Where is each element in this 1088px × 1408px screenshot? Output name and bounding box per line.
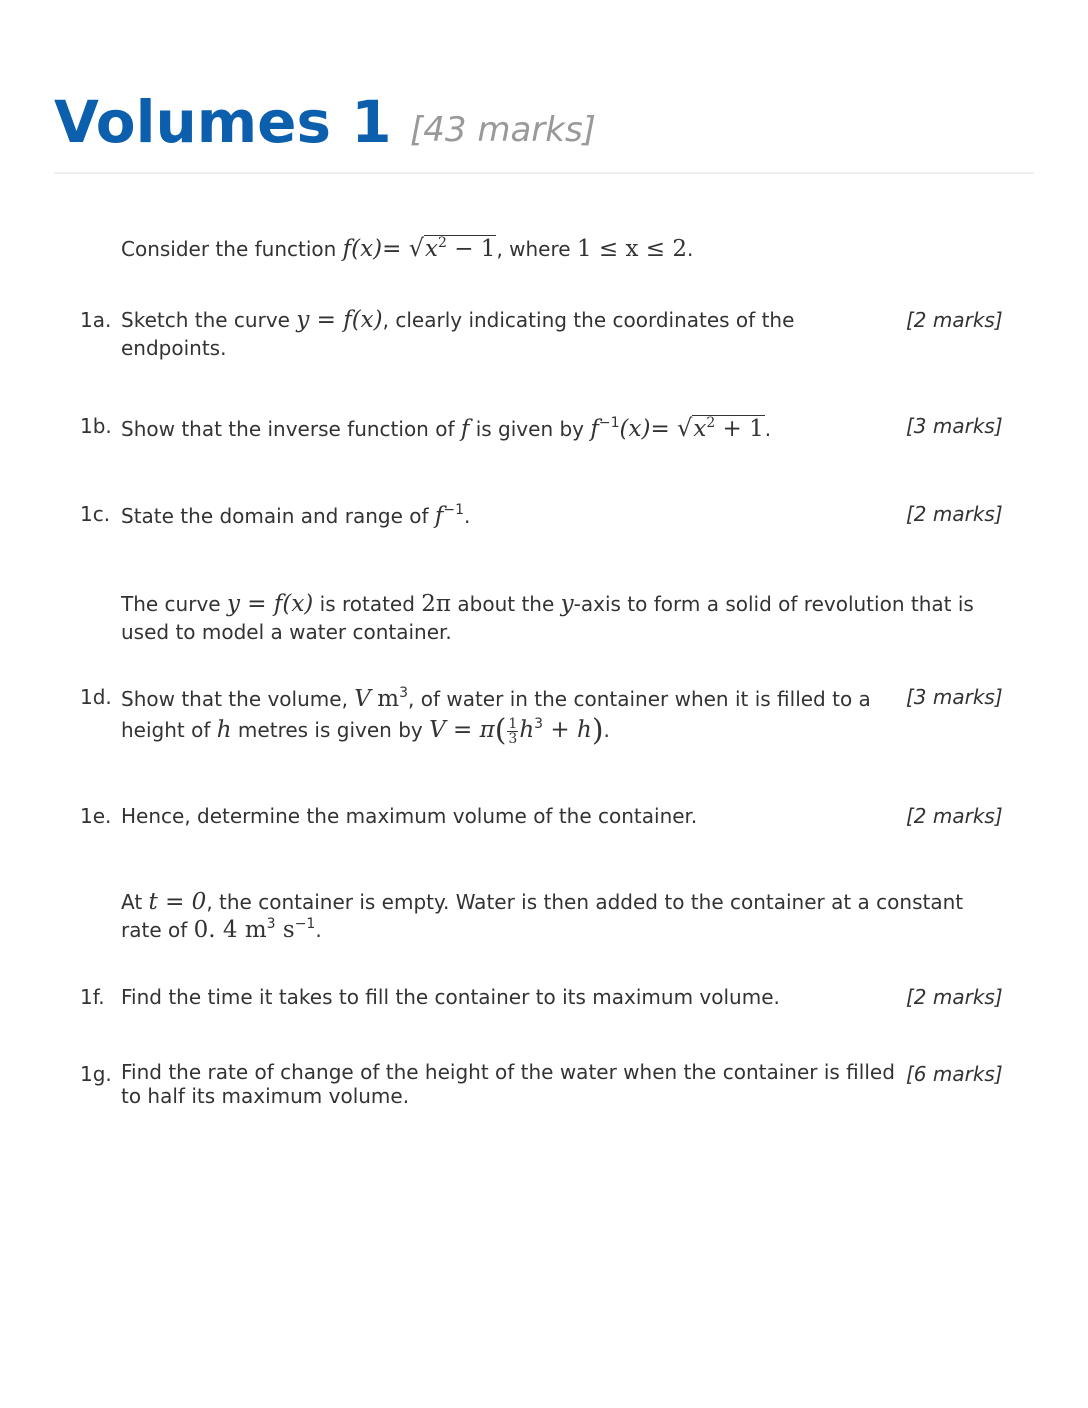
question-text-1b: Show that the inverse function of f is given by $f^{-1}(x)= √x^2 + 1$. bbox=[121, 414, 772, 442]
question-text-1f: Find the time it takes to fill the container to its maximum volume. bbox=[121, 985, 780, 1009]
question-text-1g: Find the rate of change of the height of the water when the container is filled to half its maximum volume. bbox=[121, 1060, 895, 1108]
marks-1c: [2 marks] bbox=[906, 502, 1003, 526]
marks-1a: [2 marks] bbox=[906, 308, 1003, 332]
inverse-radicand: $x^2 + 1$ bbox=[693, 415, 764, 442]
question-number-1d: 1d. bbox=[80, 685, 112, 709]
question-number-1e: 1e. bbox=[80, 804, 112, 828]
question-text-1d: Show that the volume, V $m^3$, of water in the container when it is filled to a height of h metres is given by V = π( $\frac{1}{3}$ $h^3 + h$). bbox=[121, 685, 871, 748]
intro-radicand: $x^2 - 1$ bbox=[425, 235, 496, 262]
intro-paragraph: Consider the function $f(x)= √x^2 - 1$, where 1 ≤ x ≤ 2. bbox=[121, 234, 694, 262]
question-number-1c: 1c. bbox=[80, 502, 111, 526]
question-number-1b: 1b. bbox=[80, 414, 112, 438]
question-number-1a: 1a. bbox=[80, 308, 112, 332]
marks-1d: [3 marks] bbox=[906, 685, 1003, 709]
total-marks: [43 marks] bbox=[410, 110, 596, 150]
page-title: Volumes 1 bbox=[54, 88, 392, 156]
question-text-1c: State the domain and range of $f^{-1}$. bbox=[121, 502, 471, 529]
intro-text-1: Consider the function bbox=[121, 237, 343, 261]
marks-1g: [6 marks] bbox=[906, 1062, 1003, 1086]
intro-text-2: , where bbox=[496, 237, 577, 261]
question-text-1e: Hence, determine the maximum volume of the container. bbox=[121, 804, 698, 828]
title-block bbox=[54, 86, 1034, 174]
math-y-equals-fx: y = f(x) bbox=[296, 307, 383, 333]
marks-1b: [3 marks] bbox=[906, 414, 1003, 438]
sqrt-symbol: √ bbox=[677, 414, 693, 442]
fraction-one-third: $\frac{1}{3}$ bbox=[508, 716, 518, 747]
context-rate: At t = 0, the container is empty. Water is then added to the container at a constant rate of 0. 4 $m^3$ $s^{-1}$. bbox=[121, 889, 964, 943]
marks-1f: [2 marks] bbox=[906, 985, 1003, 1009]
marks-1e: [2 marks] bbox=[906, 804, 1003, 828]
intro-equals: = bbox=[382, 236, 409, 262]
question-number-1f: 1f. bbox=[80, 985, 105, 1009]
intro-function: f(x) bbox=[342, 236, 383, 262]
question-number-1g: 1g. bbox=[80, 1062, 112, 1086]
question-text-1a: Sketch the curve y = f(x), clearly indicating the coordinates of the endpoints. bbox=[121, 307, 795, 360]
intro-domain: 1 ≤ x ≤ 2 bbox=[576, 236, 687, 262]
context-rotation: The curve y = f(x) is rotated 2π about the y-axis to form a solid of revolution that is used to model a water container. bbox=[121, 591, 974, 644]
sqrt-symbol: √ bbox=[408, 234, 424, 262]
